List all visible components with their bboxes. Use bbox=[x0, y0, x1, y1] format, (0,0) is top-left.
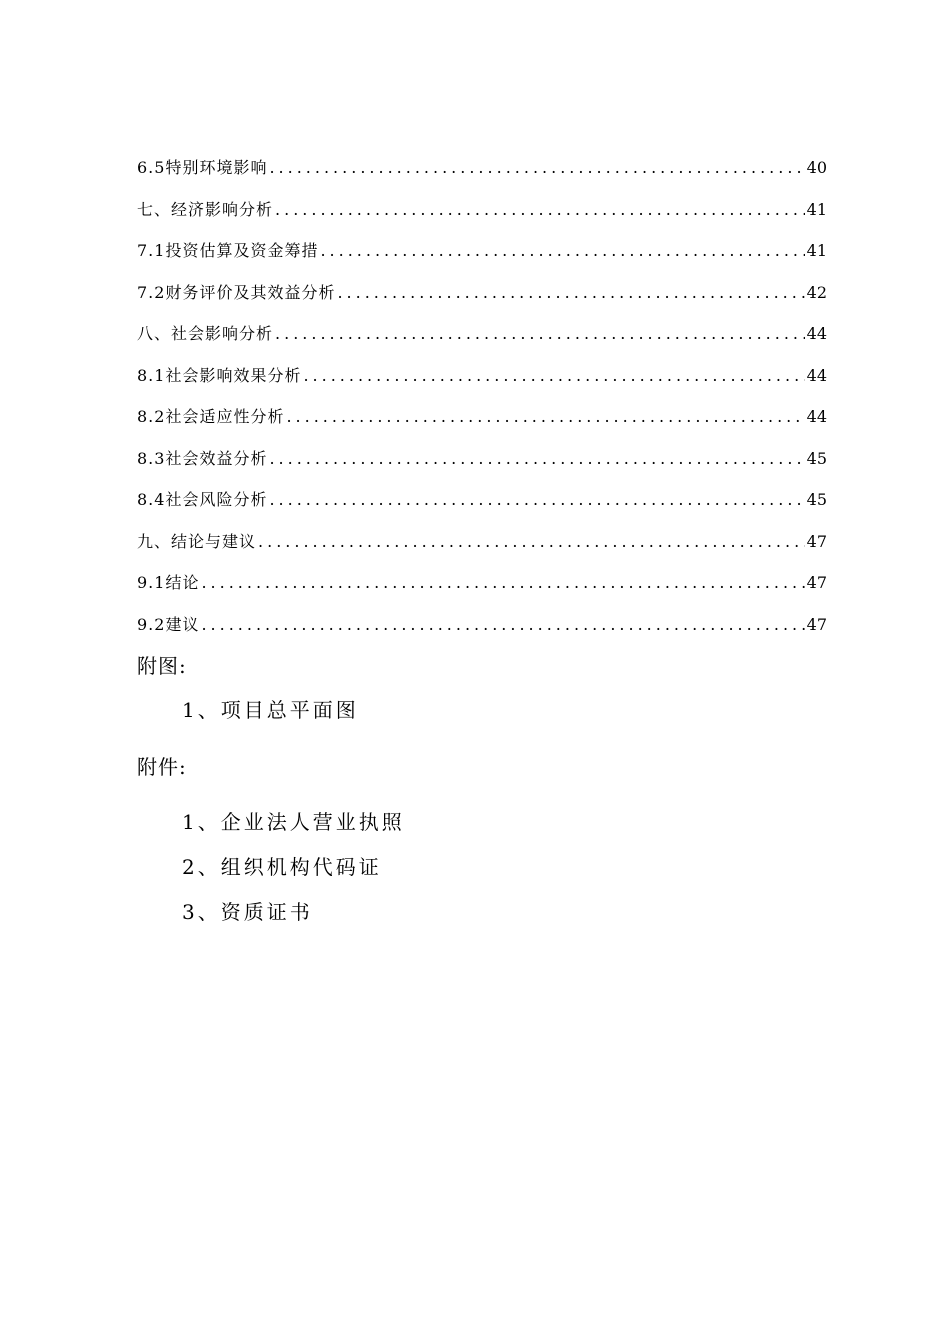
toc-leader-dots bbox=[258, 532, 805, 551]
toc-leader-dots bbox=[275, 324, 805, 343]
toc-entry-label: 八、社会影响分析 bbox=[137, 324, 274, 343]
toc-leader-dots bbox=[201, 615, 804, 634]
toc-entry-label: 9.2建议 bbox=[137, 614, 200, 634]
toc-entry[interactable] bbox=[137, 612, 827, 654]
toc-entry-page: 41 bbox=[806, 241, 827, 260]
toc-entry-label: 8.3社会效益分析 bbox=[137, 448, 268, 468]
toc-entry-page: 44 bbox=[806, 324, 827, 343]
toc-entry[interactable] bbox=[137, 321, 827, 363]
toc-entry-label: 8.4社会风险分析 bbox=[137, 490, 268, 509]
toc-entry-label: 九、结论与建议 bbox=[137, 531, 257, 551]
attachments-heading: 附件: bbox=[137, 755, 187, 779]
toc-entry-label: 8.1社会影响效果分析 bbox=[137, 365, 302, 385]
toc-entry[interactable] bbox=[137, 487, 827, 529]
toc-entry[interactable] bbox=[137, 197, 827, 239]
toc-entry-label: 8.2社会适应性分析 bbox=[137, 407, 285, 426]
toc-entry[interactable] bbox=[137, 238, 827, 280]
toc-leader-dots bbox=[303, 366, 804, 385]
attachment-item: 1、企业法人营业执照 bbox=[182, 810, 405, 834]
toc-leader-dots bbox=[320, 241, 804, 260]
toc-leader-dots bbox=[337, 283, 804, 302]
toc-entry-label: 9.1结论 bbox=[137, 573, 200, 592]
toc-entry[interactable] bbox=[137, 280, 827, 322]
toc-entry[interactable] bbox=[137, 570, 827, 612]
toc-entry-label: 七、经济影响分析 bbox=[137, 199, 274, 219]
toc-entry-page: 40 bbox=[806, 158, 827, 177]
attached-figure-item: 1、项目总平面图 bbox=[182, 698, 359, 722]
toc-entry-label: 6.5特别环境影响 bbox=[137, 158, 268, 177]
toc-leader-dots bbox=[269, 449, 804, 468]
toc-entry-page: 44 bbox=[806, 407, 827, 426]
toc-entry-label: 7.2财务评价及其效益分析 bbox=[137, 282, 336, 302]
toc-entry-page: 47 bbox=[806, 531, 827, 551]
attached-figures-heading: 附图: bbox=[137, 654, 187, 678]
toc-entry-page: 45 bbox=[806, 448, 827, 468]
table-of-contents bbox=[137, 155, 827, 653]
toc-entry[interactable] bbox=[137, 446, 827, 488]
toc-leader-dots bbox=[269, 490, 804, 509]
toc-entry-page: 41 bbox=[806, 199, 827, 219]
toc-entry-label: 7.1投资估算及资金筹措 bbox=[137, 241, 319, 260]
toc-entry-page: 42 bbox=[806, 282, 827, 302]
toc-leader-dots bbox=[269, 158, 804, 177]
toc-leader-dots bbox=[201, 573, 804, 592]
toc-entry-page: 47 bbox=[806, 614, 827, 634]
toc-entry[interactable] bbox=[137, 155, 827, 197]
toc-entry[interactable] bbox=[137, 363, 827, 405]
toc-entry-page: 44 bbox=[806, 365, 827, 385]
toc-entry-page: 45 bbox=[806, 490, 827, 509]
toc-entry-page: 47 bbox=[806, 573, 827, 592]
toc-leader-dots bbox=[286, 407, 804, 426]
toc-entry[interactable] bbox=[137, 404, 827, 446]
toc-leader-dots bbox=[275, 200, 805, 219]
attachment-item: 2、组织机构代码证 bbox=[182, 855, 382, 879]
toc-entry[interactable] bbox=[137, 529, 827, 571]
attachment-item: 3、资质证书 bbox=[182, 900, 313, 924]
